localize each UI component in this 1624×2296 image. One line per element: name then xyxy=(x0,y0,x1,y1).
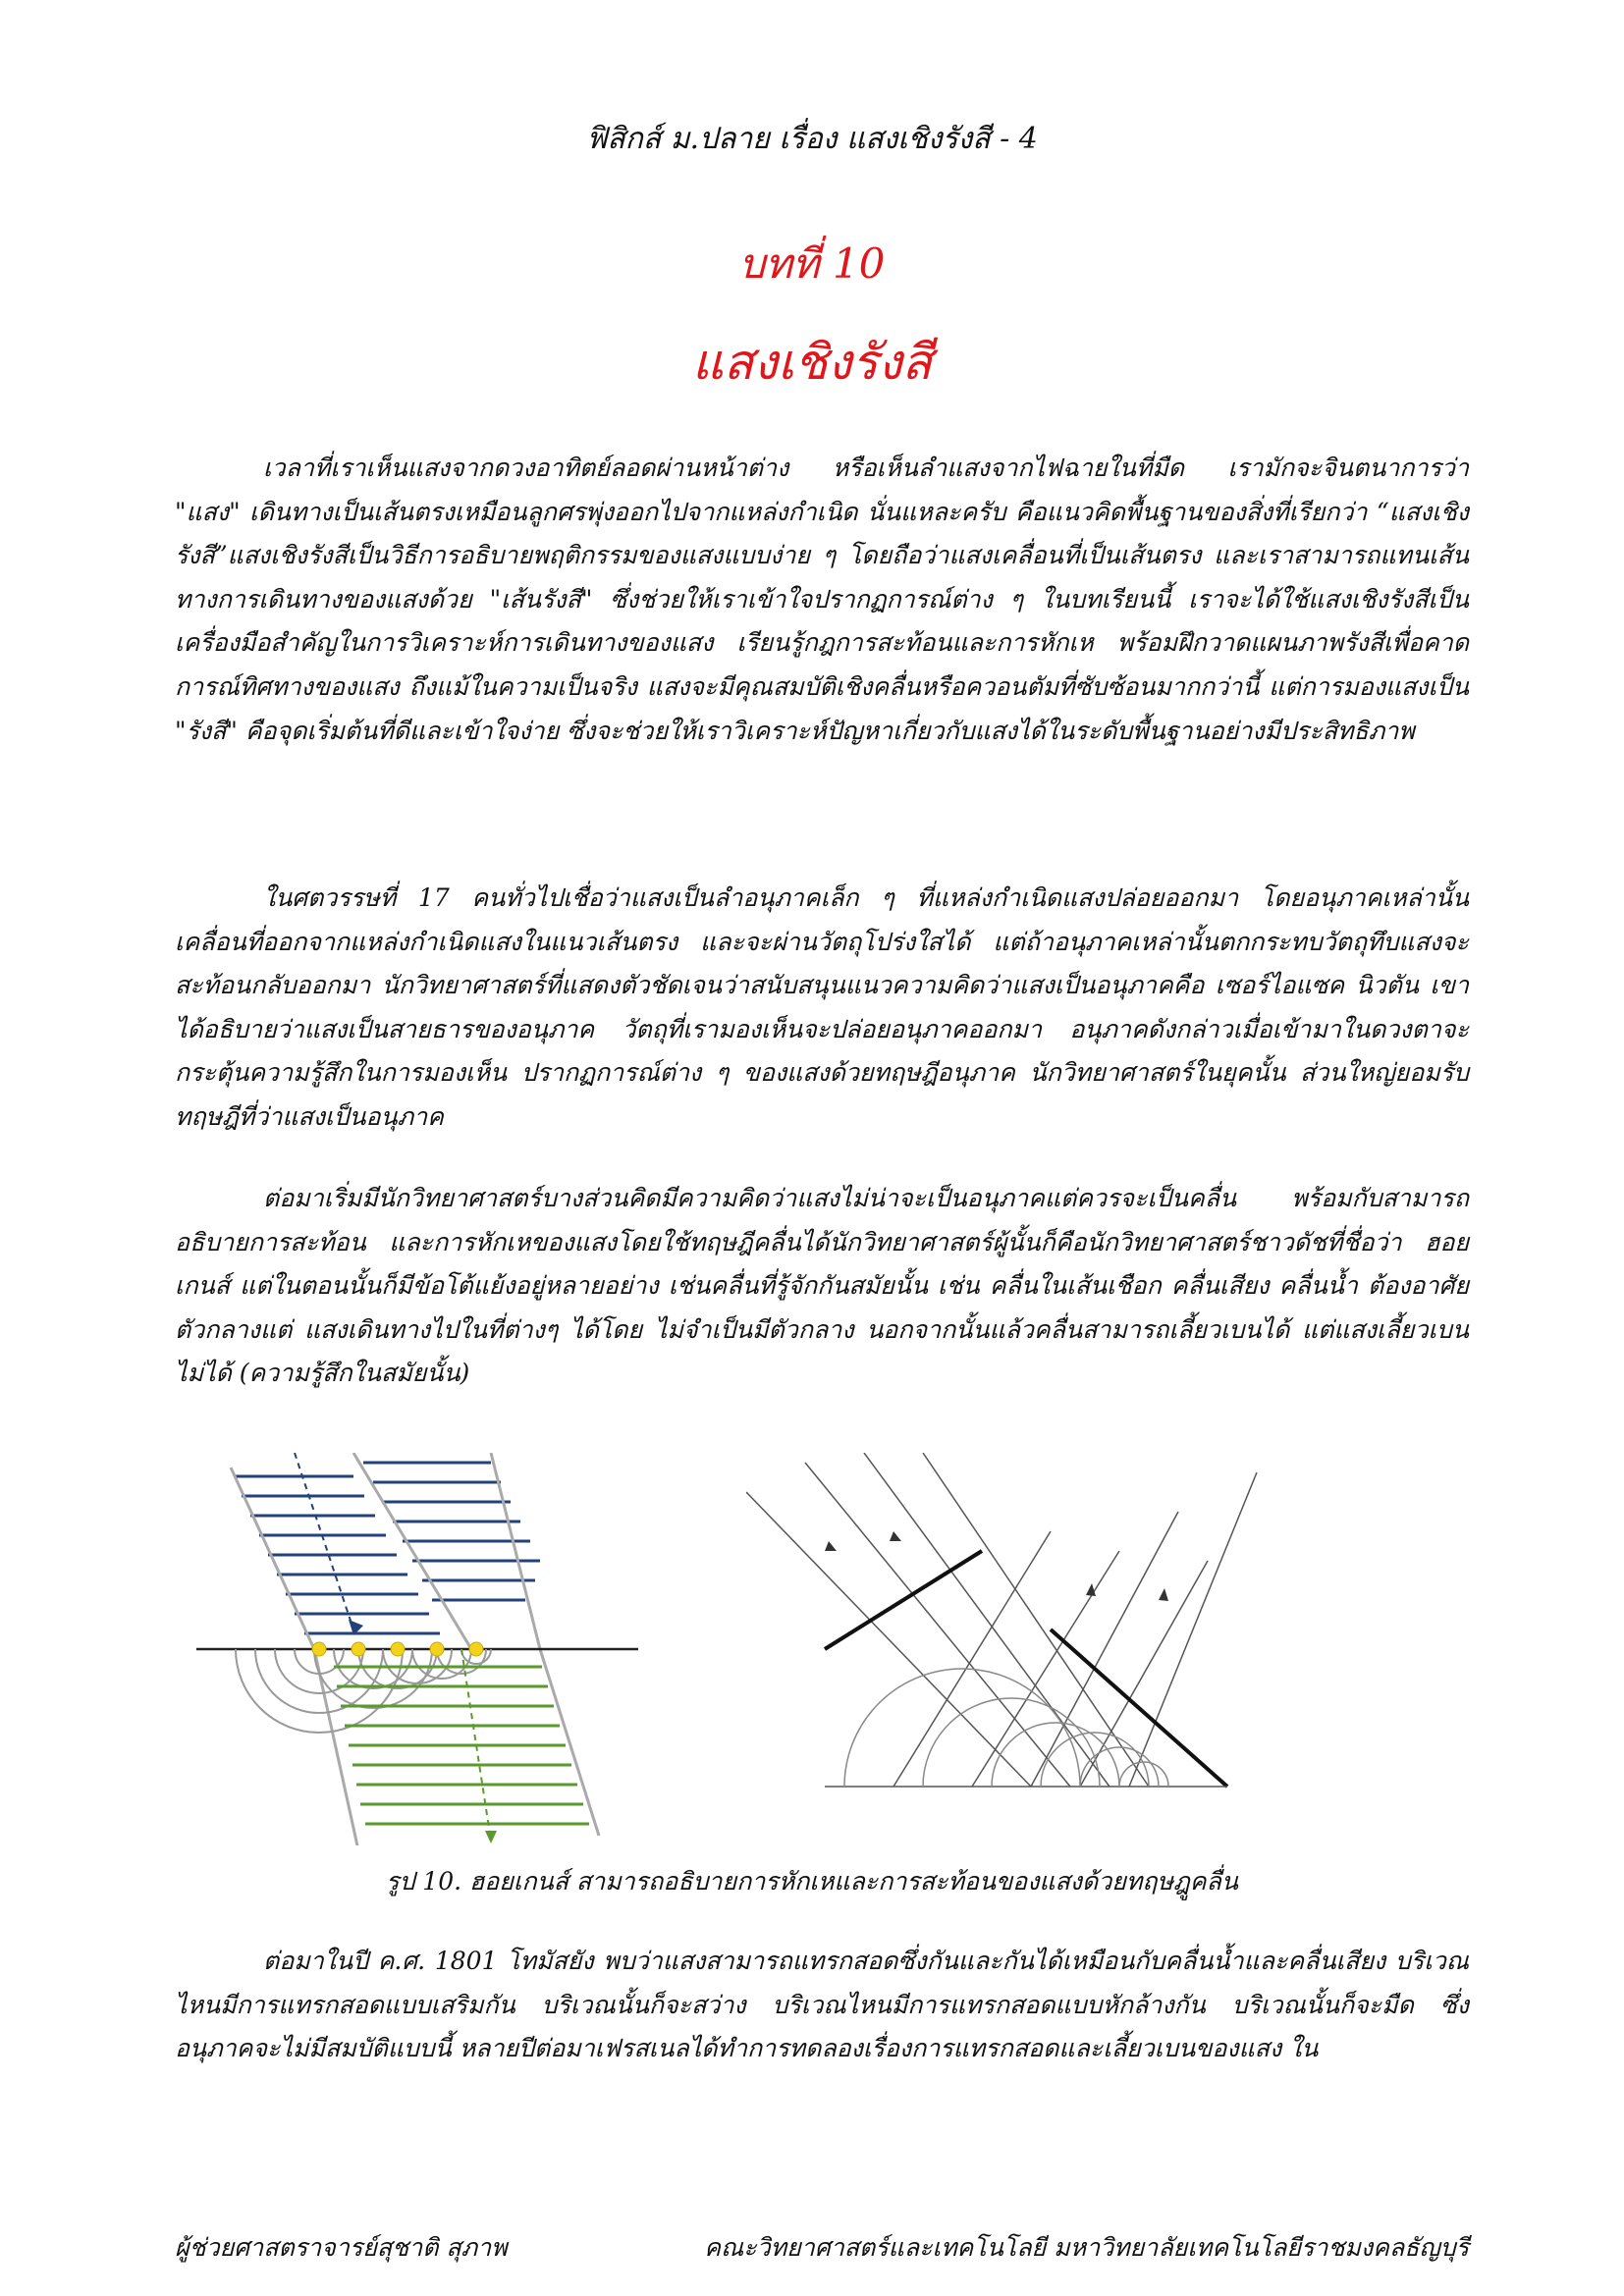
incident-rays xyxy=(746,1453,1149,1787)
paragraph-text: เวลาที่เราเห็นแสงจากดวงอาทิตย์ลอดผ่านหน้าต่าง หรือเห็นลำแสงจากไฟฉายในที่มืด เรามักจะจินตนาการว่า "แสง" เดินทางเป็นเส้นตรงเหมือนลูกศรพุ่งออกไปจากแหล่งกำเนิด นั่นแหละครับ คือแนวคิดพื้นฐานของสิ่งที่เรียกว่า “แสงเชิงรังสี”แสงเชิงรังสีเป็นวิธีการอธิบายพฤติกรรมของแสงแบบง่าย ๆ โดยถือว่าแสงเคลื่อนที่เป็นเส้นตรง และเราสามารถแทนเส้นทางการเดินทางของแสงด้วย "เส้นรังสี" ซึ่งช่วยให้เราเข้าใจปรากฏการณ์ต่าง ๆ ในบทเรียนนี้ เราจะได้ใช้แสงเชิงรังสีเป็นเครื่องมือสำคัญในการวิเคราะห์การเดินทางของแสง เรียนรู้กฎการสะท้อนและการหักเห พร้อมฝึกวาดแผนภาพรังสีเพื่อคาดการณ์ทิศทางของแสง ถึงแม้ในความเป็นจริง แสงจะมีคุณสมบัติเชิงคลื่นหรือควอนตัมที่ซับซ้อนมากกว่านี้ แต่การมองแสงเป็น "รังสี" คือจุดเริ่มต้นที่ดีและเข้าใจง่าย ซึ่งจะช่วยให้เราวิเคราะห์ปัญหาเกี่ยวกับแสงได้ในระดับพื้นฐานอย่างมีประสิทธิภาพ xyxy=(175,454,1469,745)
chapter-number: บทที่ 10 xyxy=(738,240,886,288)
chapter-title: แสงเชิงรังสี xyxy=(691,334,933,391)
incident-wavefront xyxy=(825,1551,982,1649)
refracted-wavefronts xyxy=(334,1667,589,1824)
huygens-wavelets xyxy=(236,1649,491,1733)
paragraph-particle-theory xyxy=(175,877,1469,1140)
paragraph-text: ต่อมาเริ่มมีนักวิทยาศาสตร์บางส่วนคิดมีความคิดว่าแสงไม่น่าจะเป็นอนุภาคแต่ควรจะเป็นคลื่น พร้อมกับสามารถอธิบายการสะท้อน และการหักเหของแสงโดยใช้ทฤษฎีคลื่นได้นักวิทยาศาสตร์ผู้นั้นก็คือนักวิทยาศาสตร์ชาวดัชที่ชื่อว่า ฮอยเกนส์ แต่ในตอนนั้นก็มีข้อโต้แย้งอยู่หลายอย่าง เช่นคลื่นที่รู้จักกันสมัยนั้น เช่น คลื่นในเส้นเชือก คลื่นเสียง คลื่นน้ำ ต้องอาศัยตัวกลางแต่ แสงเดินทางไปในที่ต่างๆ ได้โดย ไม่จำเป็นมีตัวกลาง นอกจากนั้นแล้วคลื่นสามารถเลี้ยวเบนได้ แต่แสงเลี้ยวเบนไม่ได้ (ความรู้สึกในสมัยนั้น) xyxy=(175,1184,1469,1388)
huygens-figure xyxy=(196,1453,1483,1855)
incident-ray xyxy=(295,1453,353,1629)
reflection-diagram xyxy=(746,1453,1296,1845)
footer-affiliation: คณะวิทยาศาสตร์และเทคโนโลยี มหาวิทยาลัยเทคโนโลยีราชมงคลธัญบุรี xyxy=(704,2233,1469,2262)
paragraph-text: ต่อมาในปี ค.ศ. 1801 โทมัสยัง พบว่าแสงสามารถแทรกสอดซึ่งกันและกันได้เหมือนกับคลื่นน้ำและคลื่นเสียง บริเวณไหนมีการแทรกสอดแบบเสริมกัน บริเวณนั้นก็จะสว่าง บริเวณไหนมีการแทรกสอดแบบหักล้างกัน บริเวณนั้นก็จะมืด ซึ่งอนุภาคจะไม่มีสมบัติแบบนี้ หลายปีต่อมาเฟรสเนลได้ทำการทดลองเรื่องการแทรกสอดและเลี้ยวเบนของแสง ใน xyxy=(175,1947,1469,2063)
refraction-diagram xyxy=(196,1453,658,1845)
refracted-arrow-icon xyxy=(485,1831,497,1843)
paragraph-intro xyxy=(175,447,1469,753)
paragraph-text: ในศตวรรษที่ 17 คนทั่วไปเชื่อว่าแสงเป็นลำอนุภาคเล็ก ๆ ที่แหล่งกำเนิดแสงปล่อยออกมา โดยอนุภาคเหล่านั้นเคลื่อนที่ออกจากแหล่งกำเนิดแสงในแนวเส้นตรง และจะผ่านวัตถุโปร่งใสได้ แต่ถ้าอนุภาคเหล่านั้นตกกระทบวัตถุทึบแสงจะสะท้อนกลับออกมา นักวิทยาศาสตร์ที่แสดงตัวชัดเจนว่าสนับสนุนแนวความคิดว่าแสงเป็นอนุภาคคือ เซอร์ไอแซค นิวตัน เขาได้อธิบายว่าแสงเป็นสายธารของอนุภาค วัตถุที่เรามองเห็นจะปล่อยอนุภาคออกมา อนุภาคดังกล่าวเมื่อเข้ามาในดวงตาจะกระตุ้นความรู้สึกในการมองเห็น ปรากฏการณ์ต่าง ๆ ของแสงด้วยทฤษฎีอนุภาค นักวิทยาศาสตร์ในยุคนั้น ส่วนใหญ่ยอมรับทฤษฎีที่ว่าแสงเป็นอนุภาค xyxy=(175,883,1469,1131)
huygens-wavelets xyxy=(844,1669,1168,1787)
page-header: ฟิสิกส์ ม.ปลาย เรื่อง แสงเชิงรังสี - 4 xyxy=(586,122,1038,156)
paragraph-wave-theory xyxy=(175,1177,1469,1396)
incident-wavefronts-right xyxy=(363,1463,540,1600)
footer-author: ผู้ช่วยศาสตราจารย์สุชาติ สุภาพ xyxy=(175,2233,508,2262)
ray-arrow-icons xyxy=(825,1531,1168,1601)
incident-wavefronts xyxy=(234,1476,440,1633)
paragraph-young xyxy=(175,1940,1469,2071)
figure-caption: รูป 10. ฮอยเกนส์ สามารถอธิบายการหักเหและการสะท้อนของแสงด้วยทฤษฎูคลื่น xyxy=(386,1867,1238,1896)
